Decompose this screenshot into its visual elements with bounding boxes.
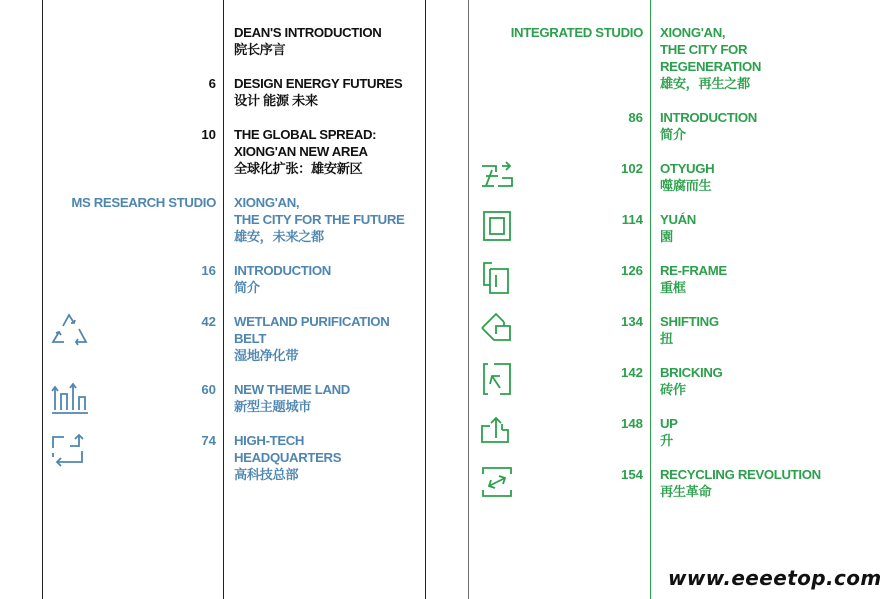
entry-title-cn: 全球化扩张：雄安新区: [234, 161, 363, 176]
entry-title-cn: 再生革命: [660, 484, 712, 499]
page-number: 134: [620, 314, 643, 329]
page-number: 142: [620, 365, 643, 380]
page-number: 42: [201, 314, 216, 329]
toc-entry-up[interactable]: [660, 415, 678, 449]
right-column-rule: [650, 0, 651, 599]
entry-title-cn: 简介: [660, 127, 686, 142]
entry-title: INTRODUCTION: [660, 110, 757, 125]
rising-bars-icon: [50, 380, 90, 416]
page-number: 16: [201, 263, 216, 278]
entry-title: INTRODUCTION: [234, 263, 331, 278]
section-title: XIONG'AN,: [234, 195, 300, 210]
entry-title: SHIFTING: [660, 314, 719, 329]
page-number: 60: [201, 382, 216, 397]
left-page: [0, 0, 430, 599]
bricking-arrow-icon: [482, 362, 512, 396]
entry-title-cn: 湿地净化带: [234, 348, 299, 363]
toc-entry-bricking[interactable]: [660, 364, 722, 398]
section-title: REGENERATION: [660, 59, 762, 74]
entry-title: HEADQUARTERS: [234, 450, 342, 465]
entry-title: HIGH-TECH: [234, 433, 305, 448]
left-margin-rule: [42, 0, 43, 599]
right-page: [430, 0, 850, 599]
toc-entry-yuan[interactable]: [660, 211, 696, 245]
toc-entry-deans-introduction[interactable]: [234, 24, 381, 58]
page-number: 6: [208, 76, 216, 91]
entry-title-cn: 砖作: [660, 382, 686, 397]
cycle-arrows-icon: [481, 466, 513, 498]
toc-entry-design-energy-futures[interactable]: [234, 75, 402, 109]
section-title-cn: 雄安，未来之都: [234, 229, 324, 244]
page-number: 114: [621, 212, 643, 227]
section-label-ms-research-studio: MS RESEARCH STUDIO: [71, 195, 216, 210]
watermark: www.eeeetop.com: [668, 566, 882, 590]
reframe-icon: [482, 261, 512, 295]
right-page-edge: [468, 0, 469, 599]
recycle-triangle-icon: [50, 312, 90, 350]
section-title: THE CITY FOR THE FUTURE: [234, 212, 405, 227]
split-arrows-icon: [480, 160, 514, 192]
entry-title-cn: 设计 能源 未来: [234, 93, 318, 108]
entry-title-cn: 升: [660, 433, 673, 448]
entry-title: DESIGN ENERGY FUTURES: [234, 76, 403, 91]
section-title: XIONG'AN,: [660, 25, 726, 40]
section-title: THE CITY FOR: [660, 42, 748, 57]
entry-title: RECYCLING REVOLUTION: [660, 467, 821, 482]
entry-title: OTYUGH: [660, 161, 715, 176]
page-number: 102: [620, 161, 643, 176]
toc-entry-otyugh[interactable]: [660, 160, 714, 194]
up-arrow-box-icon: [480, 414, 514, 448]
toc-entry-introduction[interactable]: [234, 262, 331, 296]
shifting-house-icon: [480, 312, 514, 346]
toc-entry-new-theme-land[interactable]: [234, 381, 350, 415]
toc-entry-global-spread[interactable]: [234, 126, 376, 177]
page-number: 86: [628, 110, 643, 125]
page-number: 154: [620, 467, 643, 482]
page-number: 148: [620, 416, 643, 431]
entry-title-cn: 噬腐而生: [660, 178, 712, 193]
toc-entry-introduction[interactable]: [660, 109, 757, 143]
nested-squares-icon: [482, 210, 512, 242]
section-title-cn: 雄安，再生之都: [660, 76, 750, 91]
entry-title-cn: 院长序言: [234, 42, 286, 57]
entry-title: BELT: [234, 331, 267, 346]
exchange-arrows-icon: [50, 432, 86, 466]
toc-entry-re-frame[interactable]: [660, 262, 727, 296]
toc-entry-shifting[interactable]: [660, 313, 719, 347]
left-page-edge: [425, 0, 426, 599]
toc-entry-wetland-purification-belt[interactable]: [234, 313, 389, 364]
entry-title-cn: 重框: [660, 280, 686, 295]
page-number: 74: [201, 433, 216, 448]
section-title-city-for-future[interactable]: [234, 194, 404, 245]
entry-title: NEW THEME LAND: [234, 382, 350, 397]
page-number: 126: [620, 263, 643, 278]
section-label-integrated-studio: INTEGRATED STUDIO: [510, 25, 643, 40]
entry-title-cn: 園: [660, 229, 673, 244]
entry-title: UP: [660, 416, 678, 431]
entry-title: THE GLOBAL SPREAD:: [234, 127, 377, 142]
toc-entry-high-tech-headquarters[interactable]: [234, 432, 341, 483]
left-column-rule: [223, 0, 224, 599]
entry-title-cn: 简介: [234, 280, 260, 295]
entry-title: WETLAND PURIFICATION: [234, 314, 390, 329]
entry-title: XIONG'AN NEW AREA: [234, 144, 368, 159]
entry-title-cn: 新型主题城市: [234, 399, 312, 414]
entry-title: YUÁN: [660, 212, 696, 227]
entry-title: BRICKING: [660, 365, 723, 380]
entry-title-cn: 扭: [660, 331, 673, 346]
entry-title-cn: 高科技总部: [234, 467, 299, 482]
section-title-city-for-regeneration[interactable]: [660, 24, 761, 92]
entry-title: DEAN'S INTRODUCTION: [234, 25, 382, 40]
entry-title: RE-FRAME: [660, 263, 727, 278]
page-number: 10: [201, 127, 216, 142]
toc-entry-recycling-revolution[interactable]: [660, 466, 821, 500]
